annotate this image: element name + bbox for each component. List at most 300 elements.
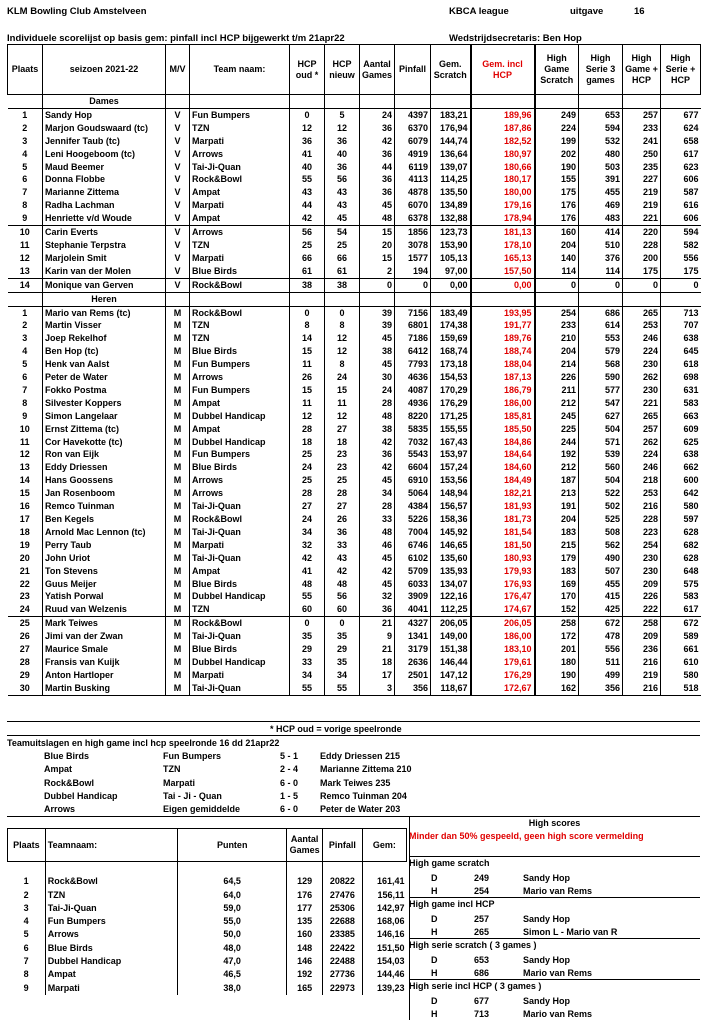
pinfall: 6102 <box>395 552 431 565</box>
hcp-new: 23 <box>325 461 360 474</box>
hcp-new: 55 <box>325 682 360 695</box>
team-games: 160 <box>287 928 323 941</box>
hcp-old: 48 <box>290 578 325 591</box>
hcp-new: 25 <box>325 239 360 252</box>
table-row <box>8 306 701 319</box>
team-name: Dubbel Handicap <box>190 656 290 669</box>
player-name: Guus Meijer <box>43 578 166 591</box>
col-team-plaats: Plaats <box>8 829 46 862</box>
high-game-hcp: 0 <box>623 278 661 292</box>
games: 36 <box>360 148 395 161</box>
gender: M <box>166 603 190 616</box>
player-name: Maud Beemer <box>43 161 166 174</box>
team-standings-table <box>7 828 407 995</box>
place: 8 <box>22 397 28 408</box>
player-name: Stephanie Terpstra <box>43 239 166 252</box>
games: 46 <box>360 539 395 552</box>
high-game-scratch: 160 <box>535 226 579 239</box>
team-avg: 151,50 <box>362 942 406 955</box>
player-name: Mario van Rems (tc) <box>43 306 166 319</box>
games: 21 <box>360 643 395 656</box>
hcp-new: 48 <box>325 578 360 591</box>
place: 15 <box>19 488 30 499</box>
high-game-scratch: 190 <box>535 161 579 174</box>
avg-scratch: 145,92 <box>431 526 471 539</box>
edition-number: 16 <box>634 6 645 17</box>
col-gem-scratch: Gem. Scratch <box>431 45 471 95</box>
team-points: 59,0 <box>178 902 287 915</box>
player-name: Leni Hoogeboom (tc) <box>43 148 166 161</box>
hcp-old: 26 <box>290 371 325 384</box>
table-row <box>8 982 407 995</box>
team-points: 50,0 <box>178 928 287 941</box>
high-game-scratch: 244 <box>535 436 579 449</box>
player-name: Ernst Zittema (tc) <box>43 423 166 436</box>
high-game-hcp: 219 <box>623 199 661 212</box>
table-row <box>8 565 701 578</box>
games: 17 <box>360 669 395 682</box>
team-name: Tai-Ji-Quan <box>190 500 290 513</box>
col-team-pinfall: Pinfall <box>322 829 362 862</box>
hcp-new: 34 <box>325 669 360 682</box>
place: 13 <box>19 462 30 473</box>
high-series: 614 <box>579 319 623 332</box>
high-game-scratch: 176 <box>535 199 579 212</box>
hcp-new: 12 <box>325 332 360 345</box>
player-name: Radha Lachman <box>43 199 166 212</box>
hcp-old: 11 <box>290 358 325 371</box>
high-score-section-title: High game incl HCP <box>409 899 495 909</box>
avg-hcp: 183,10 <box>471 643 535 656</box>
pinfall: 4936 <box>395 397 431 410</box>
home-team: Blue Birds <box>44 751 90 761</box>
table-row <box>8 265 701 278</box>
high-series-hcp: 623 <box>661 161 701 174</box>
high-game-hcp: 250 <box>623 148 661 161</box>
table-row <box>8 875 407 888</box>
table-row <box>8 928 407 941</box>
avg-scratch: 153,97 <box>431 448 471 461</box>
high-game-scratch: 179 <box>535 552 579 565</box>
team-name: TZN <box>190 122 290 135</box>
high-game-scratch: 245 <box>535 410 579 423</box>
high-game-scratch: 162 <box>535 682 579 695</box>
avg-scratch: 97,00 <box>431 265 471 278</box>
high-series: 0 <box>579 278 623 292</box>
pinfall: 1577 <box>395 252 431 265</box>
table-row <box>8 239 701 252</box>
high-game-hcp: 258 <box>623 617 661 630</box>
team-name: Marpati <box>190 539 290 552</box>
avg-hcp: 179,93 <box>471 565 535 578</box>
hcp-old: 12 <box>290 122 325 135</box>
avg-scratch: 122,16 <box>431 590 471 603</box>
gender: M <box>166 552 190 565</box>
hcp-old: 29 <box>290 643 325 656</box>
games: 39 <box>360 319 395 332</box>
table-row <box>8 617 701 630</box>
high-game-scratch: 172 <box>535 630 579 643</box>
gender: V <box>166 252 190 265</box>
high-game: Mark Teiwes 235 <box>320 777 391 788</box>
high-series: 480 <box>579 148 623 161</box>
high-game-scratch: 249 <box>535 108 579 121</box>
pinfall: 7186 <box>395 332 431 345</box>
pinfall: 2501 <box>395 669 431 682</box>
pinfall: 4919 <box>395 148 431 161</box>
gender: M <box>166 448 190 461</box>
score: 713 <box>474 1009 490 1020</box>
place: 14 <box>19 475 30 486</box>
high-game-hcp: 262 <box>623 371 661 384</box>
pinfall: 5226 <box>395 513 431 526</box>
pinfall: 4041 <box>395 603 431 616</box>
hcp-old: 33 <box>290 656 325 669</box>
games: 36 <box>360 122 395 135</box>
player-name: Fransis van Kuijk <box>43 656 166 669</box>
hcp-new: 60 <box>325 603 360 616</box>
high-series-hcp: 600 <box>661 474 701 487</box>
avg-scratch: 0,00 <box>431 278 471 292</box>
avg-hcp: 184,49 <box>471 474 535 487</box>
hcp-old: 55 <box>290 682 325 695</box>
player-name: Marianne Zittema <box>43 186 166 199</box>
avg-hcp: 184,64 <box>471 448 535 461</box>
high-series: 502 <box>579 500 623 513</box>
gender: V <box>166 239 190 252</box>
high-series: 627 <box>579 410 623 423</box>
high-game-hcp: 226 <box>623 590 661 603</box>
high-game-hcp: 220 <box>623 226 661 239</box>
pinfall: 1341 <box>395 630 431 643</box>
place: 8 <box>22 200 28 211</box>
list-subtitle: Individuele scorelijst op basis gem: pinfall incl HCP bijgewerkt t/m 21apr22 <box>7 33 345 44</box>
table-row <box>8 630 701 643</box>
player-name: Ron van Eijk <box>43 448 166 461</box>
team-name: Ampat <box>190 423 290 436</box>
avg-scratch: 135,50 <box>431 186 471 199</box>
place: 12 <box>19 252 30 263</box>
high-series-hcp: 610 <box>661 656 701 669</box>
high-game-scratch: 214 <box>535 358 579 371</box>
col-mv: M/V <box>166 45 190 95</box>
team-name: Blue Birds <box>45 942 177 955</box>
home-team: Dubbel Handicap <box>44 790 118 801</box>
team-name: Fun Bumpers <box>190 384 290 397</box>
place: 2 <box>22 122 28 133</box>
pinfall: 6119 <box>395 161 431 174</box>
avg-scratch: 112,25 <box>431 603 471 616</box>
high-series-hcp: 648 <box>661 565 701 578</box>
high-game-hcp: 230 <box>623 552 661 565</box>
col-hg-hcp: High Game + HCP <box>623 45 661 95</box>
high-game-scratch: 176 <box>535 212 579 225</box>
games: 45 <box>360 199 395 212</box>
avg-scratch: 168,74 <box>431 345 471 358</box>
high-game-hcp: 265 <box>623 306 661 319</box>
divider <box>7 721 700 722</box>
table-row <box>8 590 701 603</box>
avg-hcp: 184,86 <box>471 436 535 449</box>
high-series-hcp: 617 <box>661 603 701 616</box>
team-name: Ampat <box>190 186 290 199</box>
gender: M <box>166 500 190 513</box>
games: 36 <box>360 448 395 461</box>
high-game-scratch: 204 <box>535 239 579 252</box>
hcp-old: 34 <box>290 526 325 539</box>
hcp-new: 61 <box>325 265 360 278</box>
games: 36 <box>360 173 395 186</box>
table-row <box>8 108 701 121</box>
hcp-old: 43 <box>290 186 325 199</box>
team-pinfall: 22488 <box>322 955 362 968</box>
hcp-new: 28 <box>325 487 360 500</box>
games: 36 <box>360 186 395 199</box>
hcp-old: 40 <box>290 161 325 174</box>
high-game-hcp: 228 <box>623 513 661 526</box>
avg-scratch: 136,64 <box>431 148 471 161</box>
team-name: Rock&Bowl <box>190 306 290 319</box>
place: 29 <box>19 669 30 680</box>
team-name: Rock&Bowl <box>45 875 177 888</box>
place: 18 <box>19 526 30 537</box>
footnote: * HCP oud = vorige speelronde <box>270 724 402 734</box>
avg-scratch: 183,21 <box>431 108 471 121</box>
avg-hcp: 172,67 <box>471 682 535 695</box>
team-name: Tai-Ji-Quan <box>190 552 290 565</box>
high-series-hcp: 642 <box>661 487 701 500</box>
games: 48 <box>360 410 395 423</box>
high-series-hcp: 0 <box>661 278 701 292</box>
table-row <box>8 199 701 212</box>
pinfall: 4636 <box>395 371 431 384</box>
high-game-hcp: 235 <box>623 161 661 174</box>
table-row <box>8 161 701 174</box>
table-row <box>8 332 701 345</box>
high-series: 686 <box>579 306 623 319</box>
pinfall: 4113 <box>395 173 431 186</box>
high-series-hcp: 645 <box>661 345 701 358</box>
hcp-old: 24 <box>290 513 325 526</box>
away-team: TZN <box>163 764 181 775</box>
pinfall: 4087 <box>395 384 431 397</box>
hcp-old: 60 <box>290 603 325 616</box>
avg-hcp: 181,13 <box>471 226 535 239</box>
high-series-hcp: 589 <box>661 630 701 643</box>
player-name: Henriette v/d Woude <box>43 212 166 225</box>
gender: V <box>166 278 190 292</box>
high-series: 504 <box>579 423 623 436</box>
high-series: 532 <box>579 135 623 148</box>
hcp-new: 23 <box>325 448 360 461</box>
place: 27 <box>19 644 30 655</box>
place: 2 <box>22 320 28 331</box>
team-name: Tai-Ji-Quan <box>190 161 290 174</box>
hcp-old: 25 <box>290 239 325 252</box>
table-row <box>8 968 407 981</box>
hcp-old: 36 <box>290 135 325 148</box>
hcp-old: 15 <box>290 384 325 397</box>
team-name: Arrows <box>190 371 290 384</box>
games: 39 <box>360 306 395 319</box>
home-team: Rock&Bowl <box>44 777 95 788</box>
team-name: TZN <box>190 319 290 332</box>
player-name: Joep Rekelhof <box>43 332 166 345</box>
player-name: Mario van Rems <box>523 1009 593 1020</box>
hcp-new: 27 <box>325 500 360 513</box>
high-game-scratch: 212 <box>535 461 579 474</box>
high-series-hcp: 580 <box>661 500 701 513</box>
pinfall: 6033 <box>395 578 431 591</box>
team-name: Rock&Bowl <box>190 278 290 292</box>
high-score-section-title: High serie scratch ( 3 games ) <box>409 940 537 950</box>
gender: M <box>166 539 190 552</box>
avg-hcp: 180,93 <box>471 552 535 565</box>
games: 45 <box>360 474 395 487</box>
team-name: Arrows <box>190 474 290 487</box>
avg-scratch: 176,94 <box>431 122 471 135</box>
high-series-hcp: 677 <box>661 108 701 121</box>
pinfall: 356 <box>395 682 431 695</box>
player-name: Remco Tuinman <box>43 500 166 513</box>
table-row <box>8 578 701 591</box>
team-points: 38,0 <box>178 982 287 995</box>
pinfall: 6370 <box>395 122 431 135</box>
team-name: Tai-Ji-Quan <box>190 526 290 539</box>
table-row <box>8 513 701 526</box>
high-series: 499 <box>579 669 623 682</box>
place: 11 <box>19 239 30 250</box>
avg-scratch: 134,07 <box>431 578 471 591</box>
divider <box>7 735 700 736</box>
club-title: KLM Bowling Club Amstelveen <box>7 6 147 17</box>
hcp-new: 15 <box>325 384 360 397</box>
table-row <box>8 173 701 186</box>
hcp-new: 56 <box>325 590 360 603</box>
gender: D <box>431 955 438 965</box>
hcp-new: 38 <box>325 278 360 292</box>
score: 653 <box>474 955 490 965</box>
team-games: 177 <box>287 902 323 915</box>
high-game: Eddy Driessen 215 <box>320 751 401 761</box>
avg-scratch: 174,38 <box>431 319 471 332</box>
place: 16 <box>19 501 30 512</box>
high-series-hcp: 582 <box>661 239 701 252</box>
place: 17 <box>19 514 30 524</box>
pinfall: 7156 <box>395 306 431 319</box>
pinfall: 5709 <box>395 565 431 578</box>
high-series-hcp: 638 <box>661 332 701 345</box>
team-name: Dubbel Handicap <box>190 590 290 603</box>
pinfall: 7032 <box>395 436 431 449</box>
place: 5 <box>22 359 28 370</box>
games: 2 <box>360 265 395 278</box>
games: 42 <box>360 461 395 474</box>
col-games: Aantal Games <box>360 45 395 95</box>
high-game-hcp: 224 <box>623 448 661 461</box>
pinfall: 3078 <box>395 239 431 252</box>
table-row <box>8 889 407 902</box>
high-game-hcp: 253 <box>623 319 661 332</box>
gender: M <box>166 526 190 539</box>
gender: M <box>166 474 190 487</box>
avg-scratch: 151,38 <box>431 643 471 656</box>
team-name: Marpati <box>190 252 290 265</box>
high-series-hcp: 580 <box>661 669 701 682</box>
high-game-scratch: 175 <box>535 186 579 199</box>
high-series-hcp: 698 <box>661 371 701 384</box>
team-games: 135 <box>287 915 323 928</box>
pinfall: 0 <box>395 278 431 292</box>
section-label: Heren <box>43 292 166 306</box>
avg-scratch: 146,44 <box>431 656 471 669</box>
high-series-hcp: 594 <box>661 226 701 239</box>
team-avg: 161,41 <box>362 875 406 888</box>
home-team: Ampat <box>44 764 73 775</box>
table-row <box>8 278 701 292</box>
team-name: Arrows <box>190 487 290 500</box>
place: 4 <box>22 148 28 159</box>
team-name: Blue Birds <box>190 643 290 656</box>
team-place: 3 <box>23 902 29 913</box>
games: 28 <box>360 397 395 410</box>
high-game-scratch: 212 <box>535 397 579 410</box>
high-series: 455 <box>579 578 623 591</box>
place: 4 <box>22 346 28 357</box>
avg-hcp: 182,52 <box>471 135 535 148</box>
team-name: Fun Bumpers <box>45 915 177 928</box>
player-name: Jan Rosenboom <box>43 487 166 500</box>
table-row <box>8 135 701 148</box>
high-series-hcp: 556 <box>661 252 701 265</box>
gender: M <box>166 358 190 371</box>
place: 12 <box>19 449 30 460</box>
hcp-old: 11 <box>290 397 325 410</box>
team-name: Arrows <box>190 148 290 161</box>
games: 45 <box>360 358 395 371</box>
player-name: Jennifer Taub (tc) <box>43 135 166 148</box>
avg-scratch: 154,53 <box>431 371 471 384</box>
gender: M <box>166 656 190 669</box>
avg-hcp: 165,13 <box>471 252 535 265</box>
spacer-row <box>8 862 407 876</box>
table-row <box>8 603 701 616</box>
high-series: 560 <box>579 461 623 474</box>
high-game-hcp: 254 <box>623 539 661 552</box>
avg-scratch: 153,90 <box>431 239 471 252</box>
high-series: 568 <box>579 358 623 371</box>
avg-scratch: 171,25 <box>431 410 471 423</box>
avg-hcp: 185,81 <box>471 410 535 423</box>
hcp-new: 42 <box>325 565 360 578</box>
pinfall: 5835 <box>395 423 431 436</box>
high-series: 483 <box>579 212 623 225</box>
avg-hcp: 176,29 <box>471 669 535 682</box>
high-game-hcp: 219 <box>623 669 661 682</box>
high-series: 391 <box>579 173 623 186</box>
games: 42 <box>360 436 395 449</box>
hcp-old: 12 <box>290 410 325 423</box>
high-game: Remco Tuinman 204 <box>320 790 407 801</box>
avg-hcp: 180,66 <box>471 161 535 174</box>
gender: V <box>166 108 190 121</box>
hcp-old: 15 <box>290 345 325 358</box>
high-series: 425 <box>579 603 623 616</box>
team-pinfall: 22973 <box>322 982 362 995</box>
games: 24 <box>360 108 395 121</box>
team-pinfall: 20822 <box>322 875 362 888</box>
high-game: Marianne Zittema 210 <box>320 764 412 775</box>
